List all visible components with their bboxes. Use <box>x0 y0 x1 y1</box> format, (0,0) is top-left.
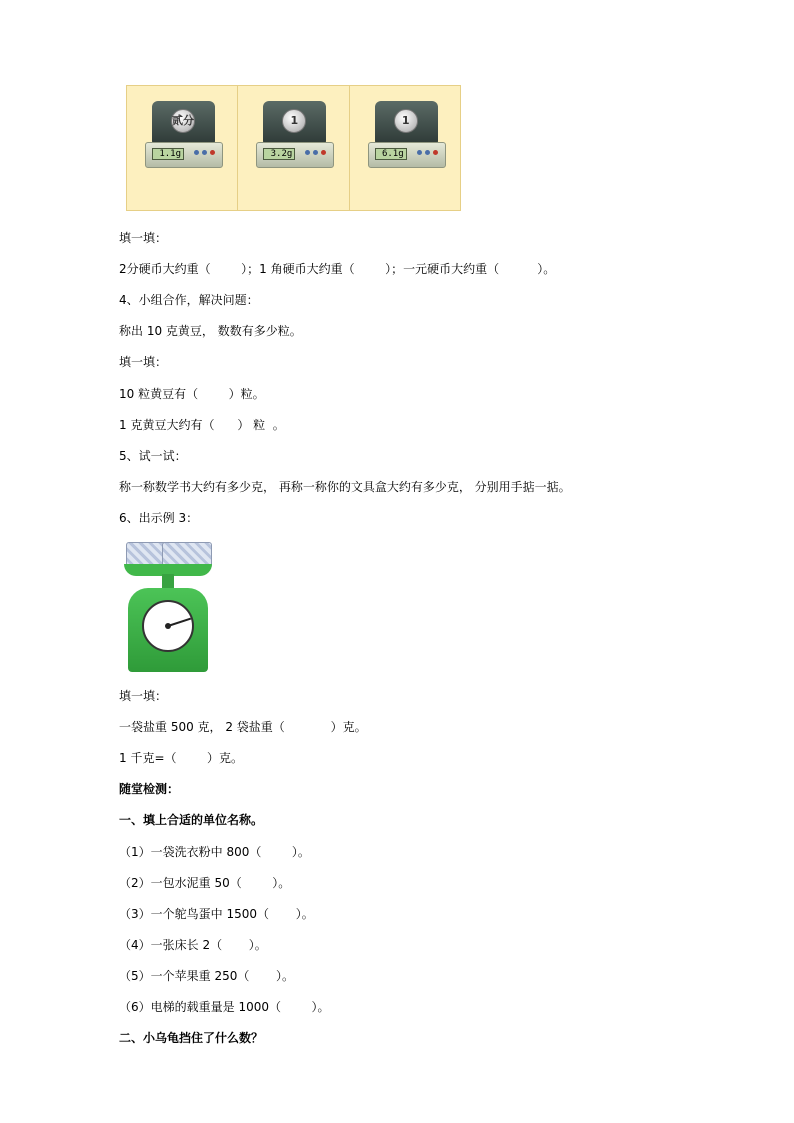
fill-in-title: 填一填： <box>119 355 168 369</box>
scale-base <box>368 142 446 168</box>
button-icon <box>425 150 430 155</box>
coin-icon: 1 <box>282 109 306 133</box>
coin-weight-question: 2分硬币大约重（ ）；1 角硬币大约重（ ）；一元硬币大约重（ ）。 <box>119 262 556 276</box>
scale-1 <box>127 86 238 210</box>
dial-hub <box>165 623 171 629</box>
part-1-heading: 一、填上合适的单位名称。 <box>119 813 264 827</box>
button-icon <box>210 150 215 155</box>
beans-1g-question: 1 克黄豆大约有（ ） 粒 。 <box>119 418 285 432</box>
scale-reading: 3.2g <box>263 148 295 160</box>
question-4-text: 称出 10 克黄豆， 数数有多少粒。 <box>119 324 302 338</box>
scale-base <box>145 142 223 168</box>
unit-question-1: （1）一袋洗衣粉中 800（ ）。 <box>119 845 310 859</box>
beans-10-question: 10 粒黄豆有（ ）粒。 <box>119 387 265 401</box>
button-icon <box>417 150 422 155</box>
unit-question-5: （5）一个苹果重 250（ ）。 <box>119 969 295 983</box>
fill-in-title: 填一填： <box>119 231 168 245</box>
button-icon <box>194 150 199 155</box>
kg-question: 1 千克=（ ）克。 <box>119 751 244 765</box>
question-5-text: 称一称数学书大约有多少克， 再称一称你的文具盒大约有多少克， 分别用手掂一掂。 <box>119 480 571 494</box>
scale-reading: 1.1g <box>152 148 184 160</box>
question-5-heading: 5、试一试： <box>119 449 187 463</box>
button-icon <box>202 150 207 155</box>
unit-question-4: （4）一张床长 2（ ）。 <box>119 938 267 952</box>
fill-in-title: 填一填： <box>119 689 168 703</box>
coin-icon: 1 <box>394 109 418 133</box>
part-2-heading: 二、小乌龟挡住了什么数？ <box>119 1031 264 1045</box>
dial-needle <box>168 618 191 627</box>
unit-question-2: （2）一包水泥重 50（ ）。 <box>119 876 291 890</box>
button-icon <box>433 150 438 155</box>
scale-platform <box>263 101 326 143</box>
unit-question-3: （3）一个鸵鸟蛋中 1500（ ）。 <box>119 907 314 921</box>
scale-3 <box>350 86 460 210</box>
scale-dial <box>142 600 194 652</box>
unit-question-6: （6）电梯的载重量是 1000（ ）。 <box>119 1000 330 1014</box>
scale-reading: 6.1g <box>375 148 407 160</box>
button-icon <box>305 150 310 155</box>
scale-platform <box>375 101 438 143</box>
salt-question: 一袋盐重 500 克， 2 袋盐重（ ）克。 <box>119 720 367 734</box>
question-4-heading: 4、小组合作，解决问题： <box>119 293 259 307</box>
button-icon <box>321 150 326 155</box>
button-icon <box>313 150 318 155</box>
scale-base <box>256 142 334 168</box>
scale-2 <box>238 86 349 210</box>
question-6-heading: 6、出示例 3： <box>119 511 199 525</box>
coin-icon: 贰分 <box>171 109 195 133</box>
coin-scales-image <box>126 85 461 211</box>
test-heading: 随堂检测： <box>119 782 180 796</box>
scale-platform <box>152 101 215 143</box>
salt-scale-image <box>122 538 214 672</box>
